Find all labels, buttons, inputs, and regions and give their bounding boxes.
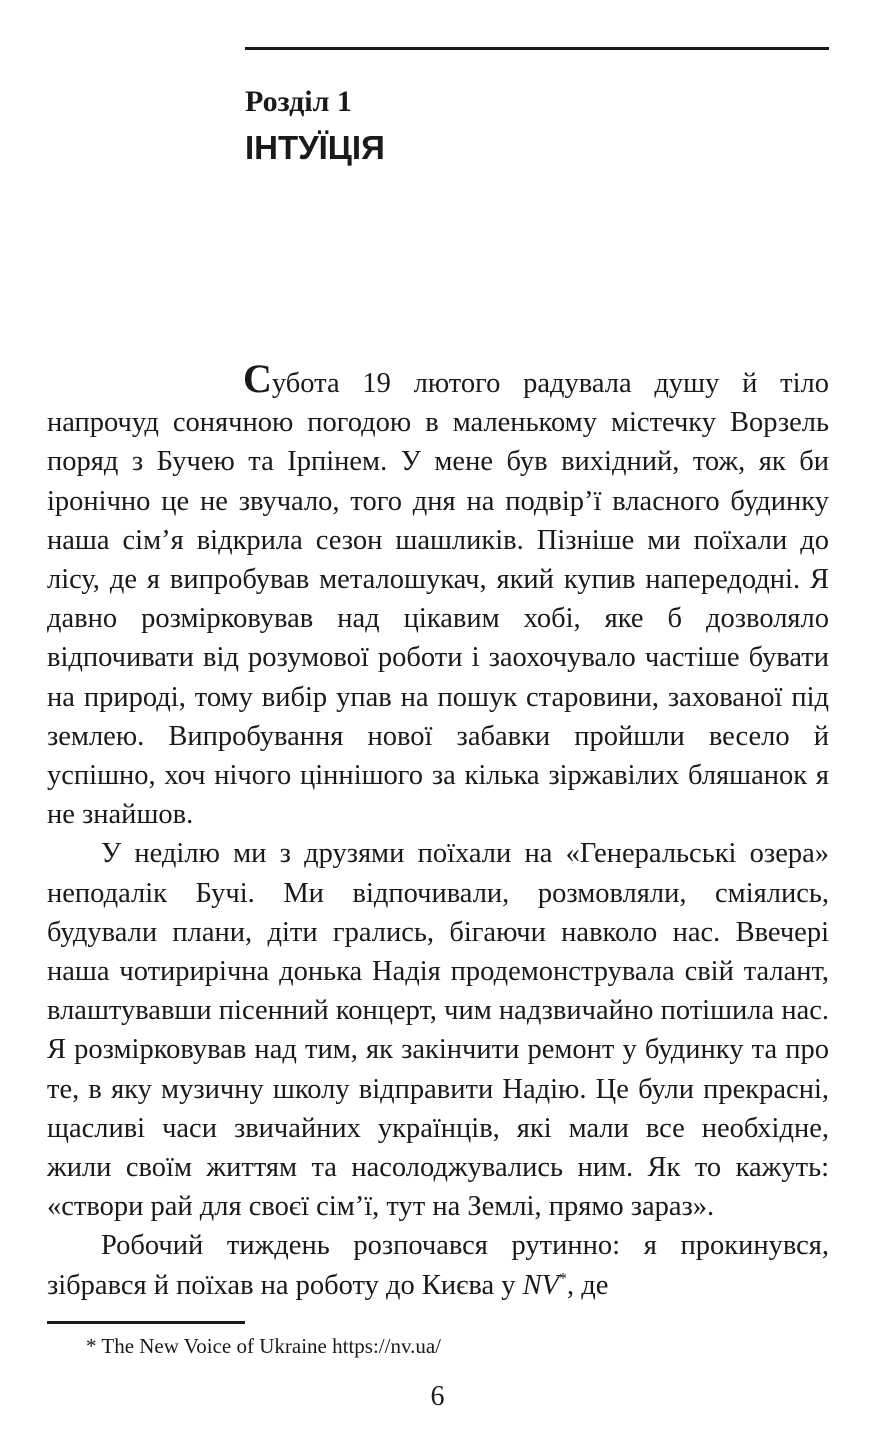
paragraph-2: У неділю ми з друзями поїхали на «Генеральські озера» неподалік Бучі. Ми відпочивали, розмовляли, сміялись, будували плани, діти грались, бігаючи навколо нас. Ввечері наша чотирирічна донька Надія продемонструвала свій талант, влаштувавши пісенний концерт, чим надзвичайно потішила нас. Я розмірковував над тим, як закінчити ремонт у будинку та про те, в яку музичну школу відправити Надію. Це були прекрасні, щасливі часи звичайних українців, які мали все необхідне, жили своїм життям та насолоджувались ним. Як то кажуть: «створи рай для своєї сім’ї, тут на Землі, прямо зараз». [47,838,829,1223]
footnote: * The New Voice of Ukraine https://nv.ua/ [86,1334,441,1358]
paragraph-3 [47,1226,829,1304]
chapter-label: Розділ 1 [245,85,352,118]
paragraph-3-text-before: Робочий тиждень розпочався рутинно: я прокинувся, зібрався й поїхав на роботу до Києва у [47,1230,829,1301]
header-rule [245,47,829,50]
chapter-title: ІНТУЇЦІЯ [245,129,385,166]
paragraph-1-text: убота 19 лютого радувала душу й тіло напрочуд сонячною погодою в маленькому містечку Ворзель поряд з Бучею та Ірпінем. У мене був вихідний, тож, як би іронічно це не звучало, того дня на подвір’ї власного будинку наша сім’я відкрила сезон шашликів. Пізніше ми поїхали до лісу, де я випробував металошукач, який купив напередодні. Я давно розмірковував над цікавим хобі, яке б дозволяло відпочивати від розумової роботи і заохочувало частіше бувати на природі, тому вибір упав на пошук старовини, захованої під землею. Випробування нової забавки пройшли весело й успішно, хоч нічого ціннішого за кілька зіржавілих бляшанок я не знайшов. [47,368,829,831]
paragraph-3-text-after: , де [567,1269,609,1301]
drop-cap: С [243,356,272,401]
body-text [47,356,829,1305]
footnote-rule [47,1321,245,1324]
nv-abbreviation: NV [522,1269,560,1301]
footnote-marker: * [559,1270,568,1288]
paragraph-1 [47,356,829,834]
page-number: 6 [430,1381,445,1412]
